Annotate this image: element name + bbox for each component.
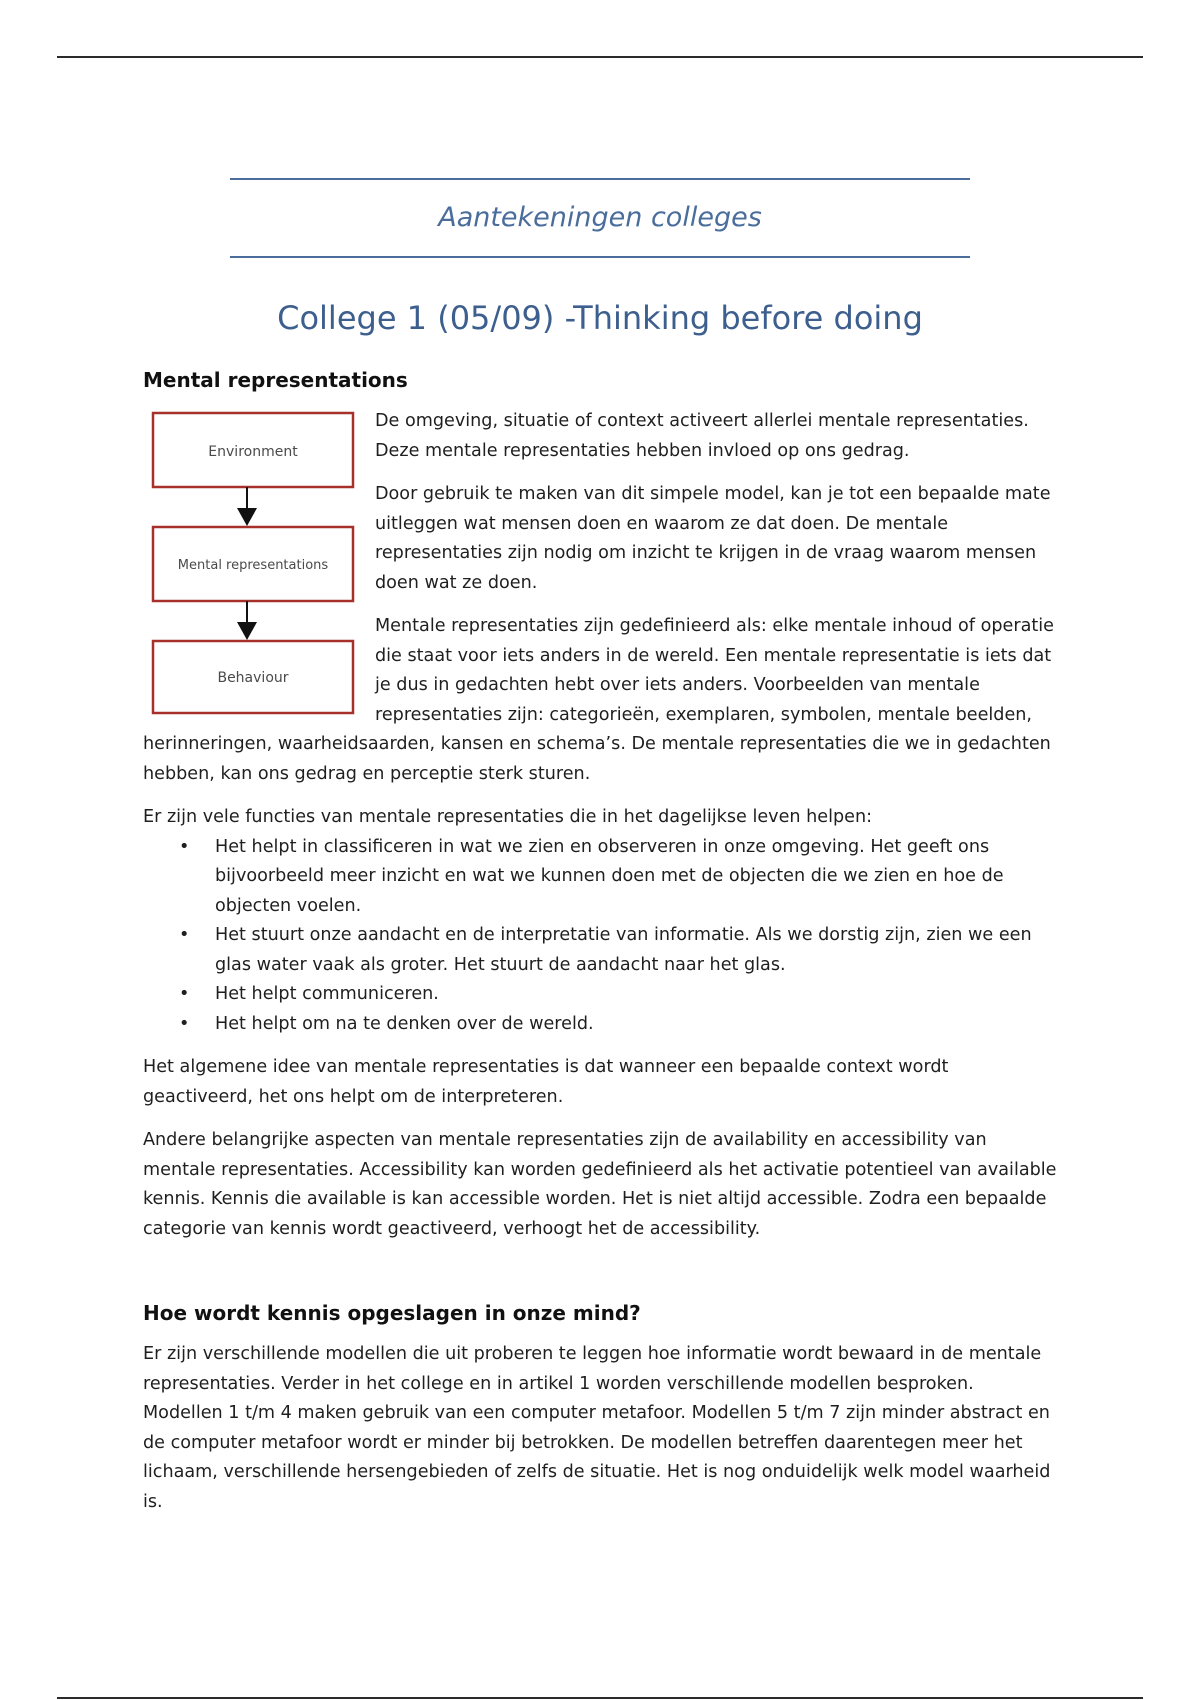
bullet-icon: • xyxy=(179,836,190,857)
paragraph-4: Er zijn vele functies van mentale representaties die in het dagelijkse leven helpen: xyxy=(143,807,873,827)
functions-list xyxy=(143,833,1058,1040)
list-item-text: Het helpt communiceren. xyxy=(215,984,439,1004)
header-top-rule xyxy=(230,178,970,180)
diagram-label-behaviour: Behaviour xyxy=(217,670,289,686)
college-title: College 1 (05/09) -Thinking before doing xyxy=(277,299,923,337)
list-item-text: Het helpt in classificeren in wat we zien en observeren in onze omgeving. Het geeft ons bijvoorbeeld meer inzicht en wat we kunnen doen met de objecten die we zien en hoe de objecten voelen. xyxy=(215,836,1004,916)
paragraph-1: De omgeving, situatie of context activeert allerlei mentale representaties. Deze mentale representaties hebben invloed op ons gedrag. xyxy=(375,411,1029,461)
paragraph-6: Andere belangrijke aspecten van mentale representaties zijn de availability en accessibility van mentale representaties. Accessibility kan worden gedefinieerd als het activatie potentieel van available kennis. Kennis die available is kan accessible worden. Het is niet altijd accessible. Zodra een bepaalde categorie van kennis wordt geactiveerd, verhoogt het de accessibility. xyxy=(143,1130,1057,1239)
page-top-rule xyxy=(57,56,1143,58)
paragraph-5: Het algemene idee van mentale representaties is dat wanneer een bepaalde context wordt geactiveerd, het ons helpt om de interpreteren. xyxy=(143,1057,949,1107)
diagram-label-environment: Environment xyxy=(208,444,298,460)
paragraph-2: Door gebruik te maken van dit simpele model, kan je tot een bepaalde mate uitleggen wat mensen doen en waarom ze dat doen. De mentale representaties zijn nodig om inzicht te krijgen in de vraag waarom mensen doen wat ze doen. xyxy=(375,484,1051,593)
paragraph-7: Er zijn verschillende modellen die uit proberen te leggen hoe informatie wordt bewaard in de mentale representaties. Verder in het college en in artikel 1 worden verschillende modellen besproken. Modellen 1 t/m 4 maken gebruik van een computer metafoor. Modellen 5 t/m 7 zijn minder abstract en de computer metafoor wordt er minder bij betrokken. De modellen betreffen daarentegen meer het lichaam, verschillende hersengebieden of zelfs de situatie. Het is nog onduidelijk welk model waarheid is. xyxy=(143,1344,1051,1512)
bullet-icon: • xyxy=(179,984,190,1004)
diagram-label-mental-representations: Mental representations xyxy=(177,558,329,573)
diagram-svg xyxy=(143,407,365,717)
list-item xyxy=(143,921,1058,980)
list-item-text: Het helpt om na te denken over de wereld. xyxy=(215,1013,594,1034)
document-header xyxy=(230,178,970,258)
list-item-text: Het stuurt onze aandacht en de interpretatie van informatie. Als we dorstig zijn, zien we een glas water vaak als groter. Het stuurt de aandacht naar het glas. xyxy=(215,925,1032,975)
bullet-icon: • xyxy=(179,1013,190,1034)
list-item xyxy=(143,1010,1058,1040)
page-bottom-rule xyxy=(57,1697,1143,1699)
bullet-icon: • xyxy=(179,925,190,945)
paragraph-3: Mentale representaties zijn gedefinieerd als: elke mentale inhoud of operatie die staat voor iets anders in de wereld. Een mentale representatie is iets dat je dus in gedachten hebt over iets anders. Voorbeelden van mentale representaties zijn: categorieën, exemplaren, symbolen, mentale beelden, herinneringen, waarheidsaarden, kansen en schema’s. De mentale representaties die we in gedachten hebben, kan ons gedrag en perceptie sterk sturen. xyxy=(143,616,1054,784)
section-heading-mental-representations: Mental representations xyxy=(143,368,408,392)
diagram-arrow-1-head xyxy=(237,508,257,526)
diagram-arrow-2-head xyxy=(237,622,257,640)
list-item xyxy=(143,980,1058,1010)
header-bottom-rule xyxy=(230,256,970,258)
section-spacer xyxy=(143,1258,1058,1298)
header-title: Aantekeningen colleges xyxy=(438,202,762,233)
section-heading-kennis-opgeslagen: Hoe wordt kennis opgeslagen in onze mind? xyxy=(143,1301,641,1325)
list-item xyxy=(143,833,1058,922)
mental-model-diagram xyxy=(143,407,365,717)
document-body xyxy=(143,365,1058,1531)
